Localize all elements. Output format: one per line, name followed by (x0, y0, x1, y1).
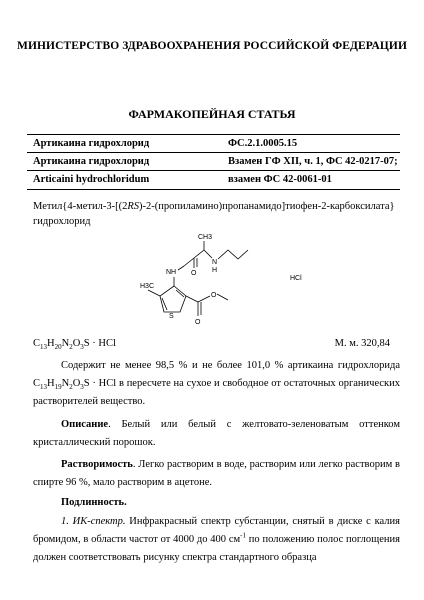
bond (184, 258, 194, 266)
o-carbonyl-label: O (191, 270, 197, 277)
bond (186, 296, 198, 302)
content-paragraph: Содержит не менее 98,5 % и не более 101,0 % артикаина гидрохлорида $C_{13}H_{19}N_2O_3S$ · HCl в пересчете на сухое и свободное от остаточных органических растворителей вещество. (33, 360, 400, 407)
title-row-1 (33, 138, 400, 149)
ch3-left-label: H3C (140, 283, 155, 290)
table-top-border (27, 134, 400, 135)
o-ester-label: O (195, 319, 201, 326)
formula-line: $C_{13}H_{20}N_2O_3S$ · HCl М. м. 320,84 (33, 335, 400, 353)
title-row-3 (33, 174, 400, 185)
chemical-name: Метил{4-метил-3-[(2RS)-2-(пропиламино)пропанамидо]тиофен-2-карбоксилата} гидрохлорид (33, 201, 395, 227)
title-row-name: Артикаина гидрохлорид (33, 138, 150, 149)
molecular-mass: М. м. 320,84 (334, 338, 390, 349)
propyl-chain (218, 250, 248, 259)
bond (148, 290, 160, 296)
solubility-label: Растворимость (61, 459, 133, 470)
ch3-top-label: CH3 (198, 234, 213, 241)
table-divider (27, 170, 400, 171)
description-label: Описание (61, 419, 109, 430)
ir-paragraph: 1. ИК-спектр. Инфракрасный спектр субстанции, снятый в диске с калия бромидом, в области частот от 4000 до 400 $см^{-1}$ по положению полос поглощения должен соответствовать рисунку спектра стандартного образца (33, 516, 400, 563)
table-divider (27, 152, 400, 153)
ministry-header: МИНИСТЕРСТВО ЗДРАВООХРАНЕНИЯ РОССИЙСКОЙ ФЕДЕРАЦИИ (16, 40, 407, 52)
bond (198, 296, 210, 302)
s-label: S (169, 313, 174, 320)
bond (204, 250, 212, 258)
title-row-code: Взамен ГФ XII, ч. 1, ФС 42-0217-07; (228, 156, 398, 167)
o-ester2-label: O (211, 292, 217, 299)
amine-h-label: H (212, 267, 218, 274)
identity-heading: Подлинность. (61, 497, 127, 508)
bond (217, 294, 228, 300)
hcl-label: HCl (290, 275, 302, 282)
title-row-name: Артикаина гидрохлорид (33, 156, 150, 167)
title-row-name: Articaini hydrochloridum (33, 174, 150, 185)
article-title: ФАРМАКОПЕЙНАЯ СТАТЬЯ (128, 107, 296, 121)
ir-label: ИК-спектр. (72, 516, 126, 527)
table-bottom-border (27, 189, 400, 190)
thiophene-ring (160, 286, 186, 312)
description-paragraph: Описание. Белый или белый с желтовато-зеленоватым оттенком кристаллический порошок. (33, 419, 400, 448)
title-row-code: взамен ФС 42-0061-01 (228, 174, 332, 185)
amide-nh-label: NH (166, 269, 177, 276)
bond (178, 266, 184, 270)
solubility-paragraph: Растворимость. Легко растворим в воде, растворим или легко растворим в спирте 96 %, мало растворим в ацетоне. (33, 459, 400, 488)
title-row-code: ФС.2.1.0005.15 (228, 138, 298, 149)
bond (194, 250, 204, 258)
title-row-2 (33, 156, 400, 167)
amine-n-label: N (212, 259, 218, 266)
